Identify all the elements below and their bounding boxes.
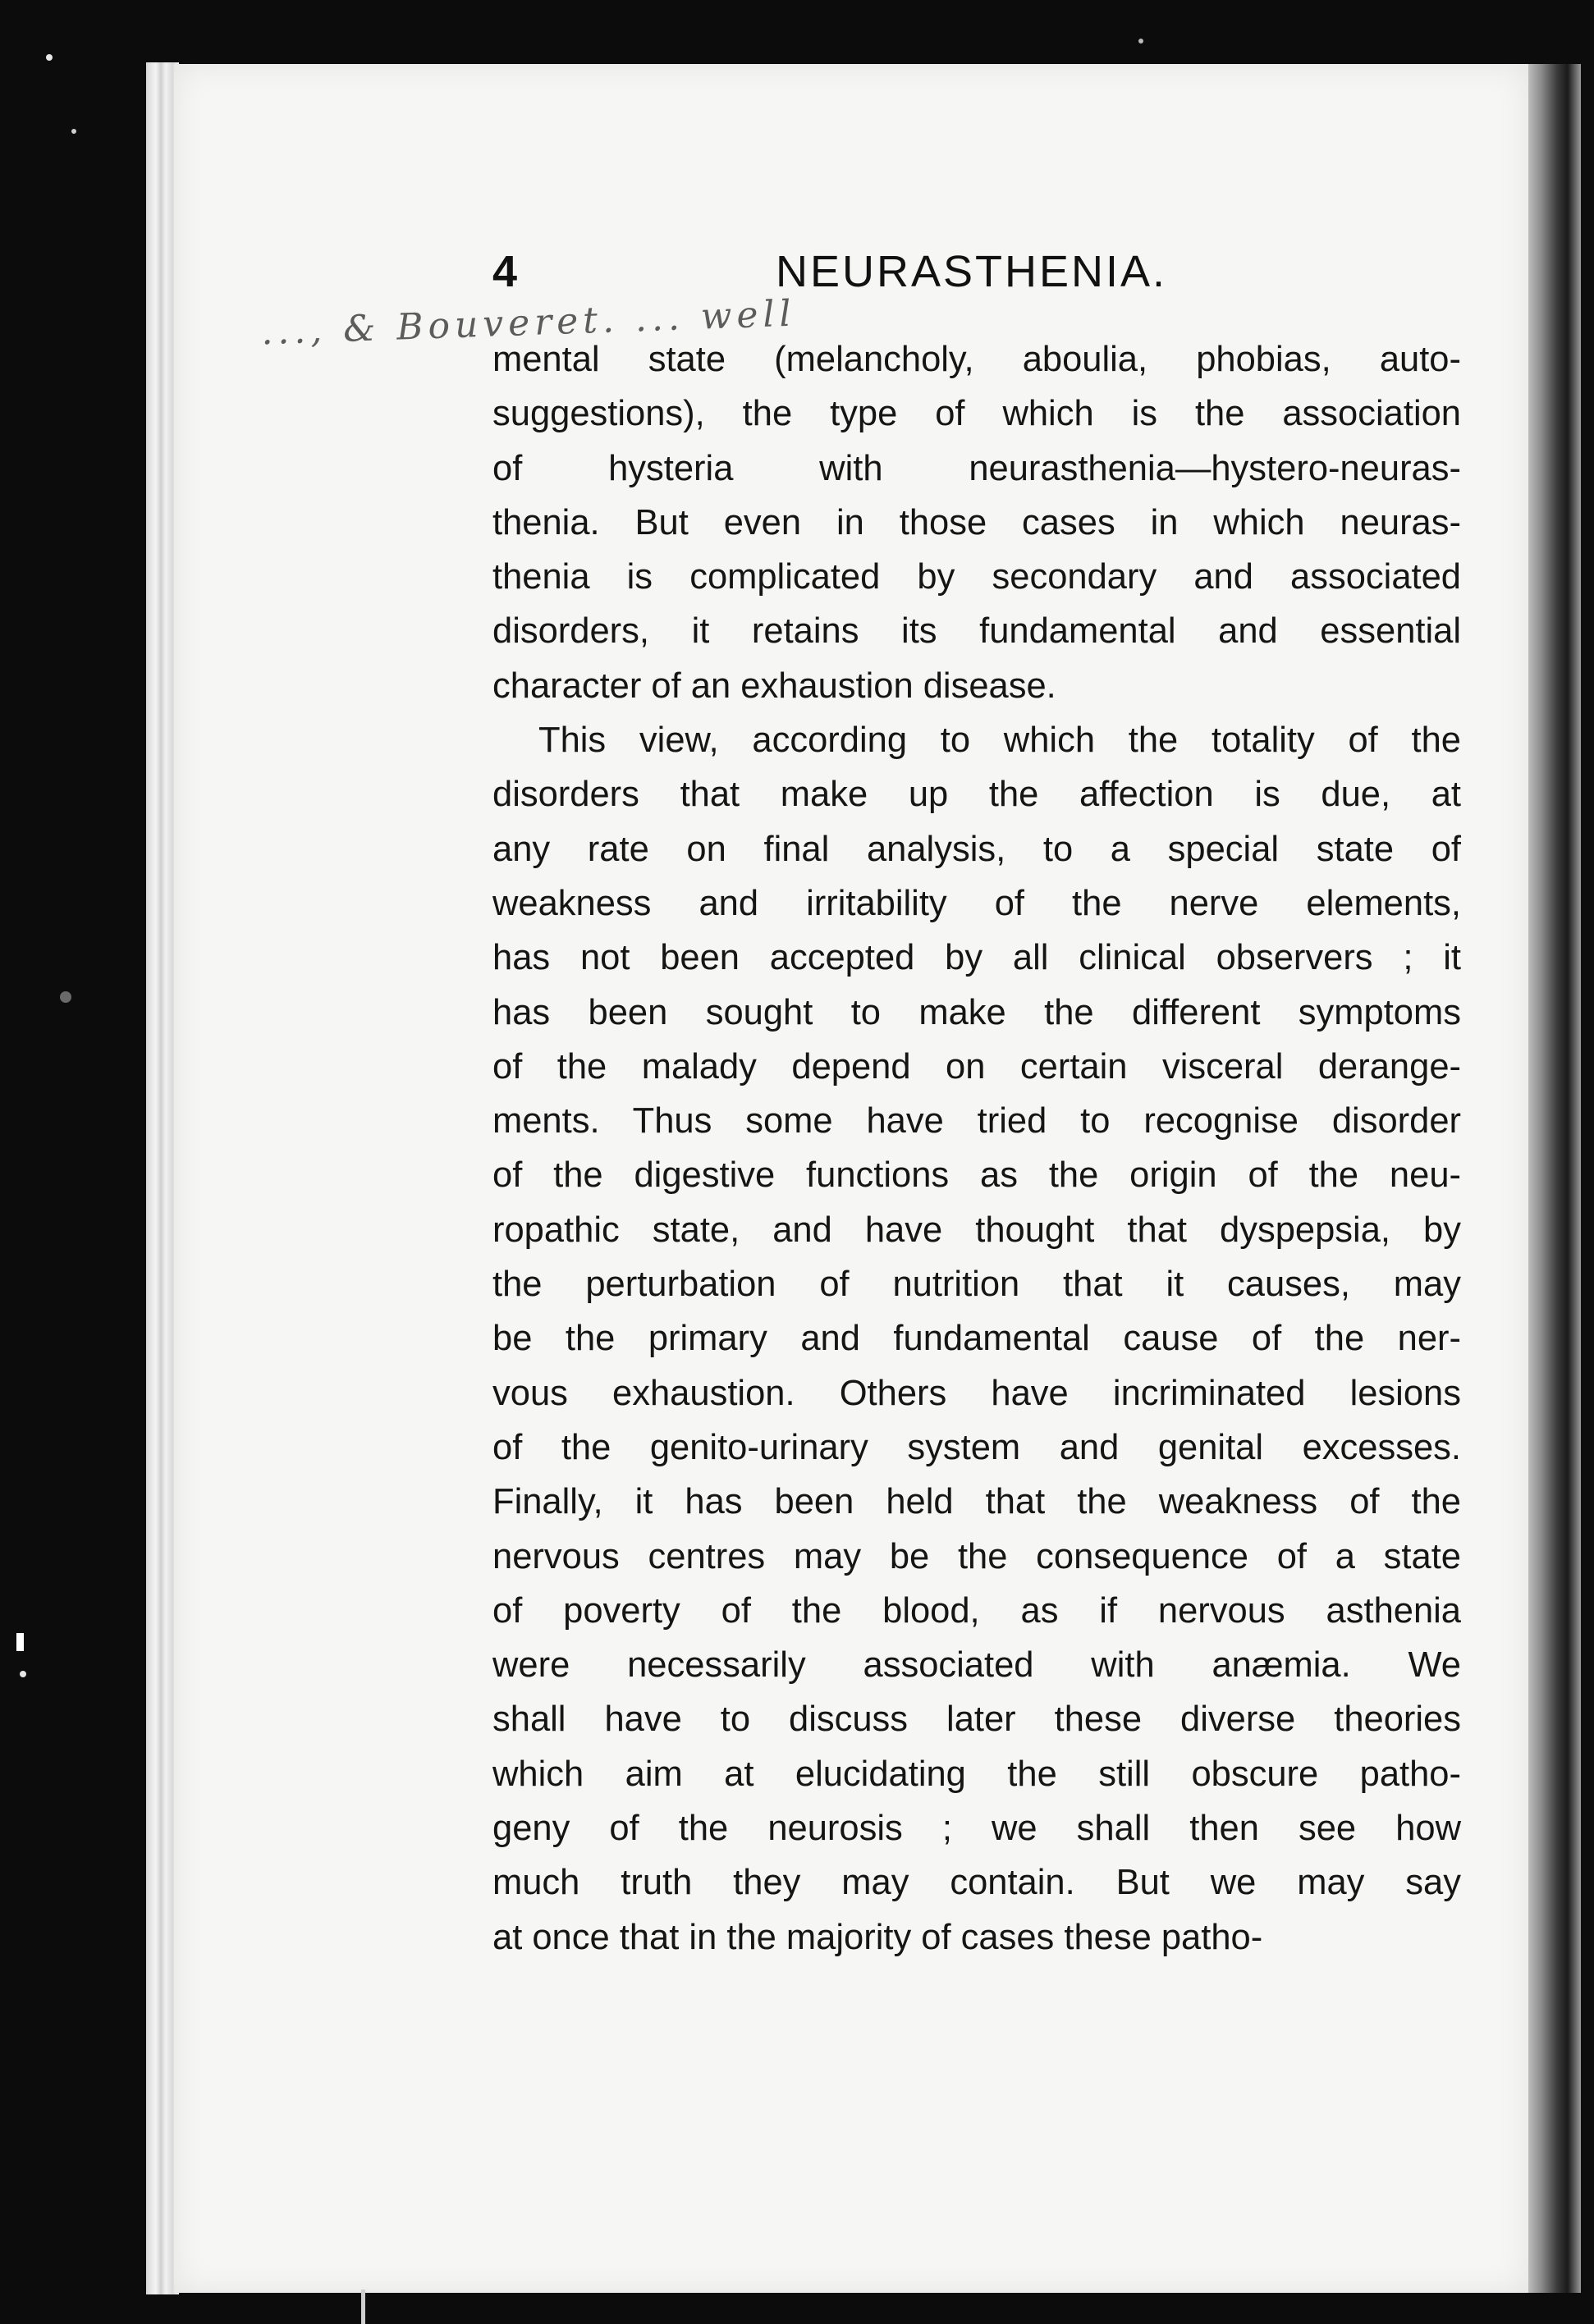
paragraph	[492, 332, 1461, 713]
text-line: of the malady depend on certain visceral derange-	[492, 1046, 1461, 1087]
text-line: of the genito-urinary system and genital excesses.	[492, 1427, 1461, 1467]
text-line: the perturbation of nutrition that it causes, may	[492, 1265, 1461, 1305]
text-line: thenia is complicated by secondary and associated	[492, 557, 1461, 597]
text-line: much truth they may contain. But we may say	[492, 1863, 1461, 1903]
text-line: were necessarily associated with anæmia. We	[492, 1645, 1461, 1686]
text-line: be the primary and fundamental cause of the ner-	[492, 1319, 1461, 1359]
book-binding-gutter	[1528, 64, 1581, 2293]
text-line: at once that in the majority of cases these patho-	[492, 1917, 1263, 1957]
scan-speck	[20, 1671, 26, 1677]
text-line: ments. Thus some have tried to recognise disorder	[492, 1101, 1461, 1141]
running-title: NEURASTHENIA.	[776, 247, 1168, 296]
handwritten-marginal-note: ..., & Bouveret. ... well	[260, 292, 797, 354]
text-line: character of an exhaustion disease.	[492, 666, 1056, 706]
text-line: suggestions), the type of which is the association	[492, 394, 1461, 434]
scan-speck	[16, 1633, 24, 1651]
text-line: of poverty of the blood, as if nervous asthenia	[492, 1590, 1461, 1631]
text-line: weakness and irritability of the nerve elements,	[492, 883, 1461, 923]
text-line: nervous centres may be the consequence of a state	[492, 1536, 1461, 1576]
scan-speck	[1138, 39, 1143, 43]
text-line: disorders that make up the affection is due, at	[492, 775, 1461, 815]
body-text	[492, 332, 1461, 1965]
text-line: ropathic state, and have thought that dyspepsia, by	[492, 1210, 1461, 1250]
text-line: This view, according to which the totality of the	[538, 721, 1461, 761]
text-line: of hysteria with neurasthenia—hystero-neuras-	[492, 448, 1461, 488]
text-line: has not been accepted by all clinical observers ; it	[492, 938, 1461, 978]
text-line: Finally, it has been held that the weakness of the	[492, 1482, 1461, 1522]
text-line: has been sought to make the different symptoms	[492, 992, 1461, 1032]
text-line: disorders, it retains its fundamental and essential	[492, 611, 1461, 652]
page-header	[0, 246, 1594, 304]
scan-speck	[361, 2290, 365, 2324]
text-line: thenia. But even in those cases in which neuras-	[492, 502, 1461, 542]
text-line: any rate on final analysis, to a special state of	[492, 829, 1461, 869]
text-line: shall have to discuss later these diverse theories	[492, 1700, 1461, 1740]
page-number: 4	[492, 247, 518, 296]
scan-speck	[46, 54, 53, 61]
scan-speck	[60, 991, 71, 1003]
scan-speck	[71, 129, 76, 134]
text-line: which aim at elucidating the still obscure patho-	[492, 1754, 1461, 1794]
text-line: mental state (melancholy, aboulia, phobias, auto-	[492, 340, 1461, 379]
paragraph	[492, 713, 1461, 1965]
text-line: of the digestive functions as the origin of the neu-	[492, 1155, 1461, 1196]
text-line: geny of the neurosis ; we shall then see how	[492, 1809, 1461, 1849]
text-line: vous exhaustion. Others have incriminated lesions	[492, 1373, 1461, 1413]
